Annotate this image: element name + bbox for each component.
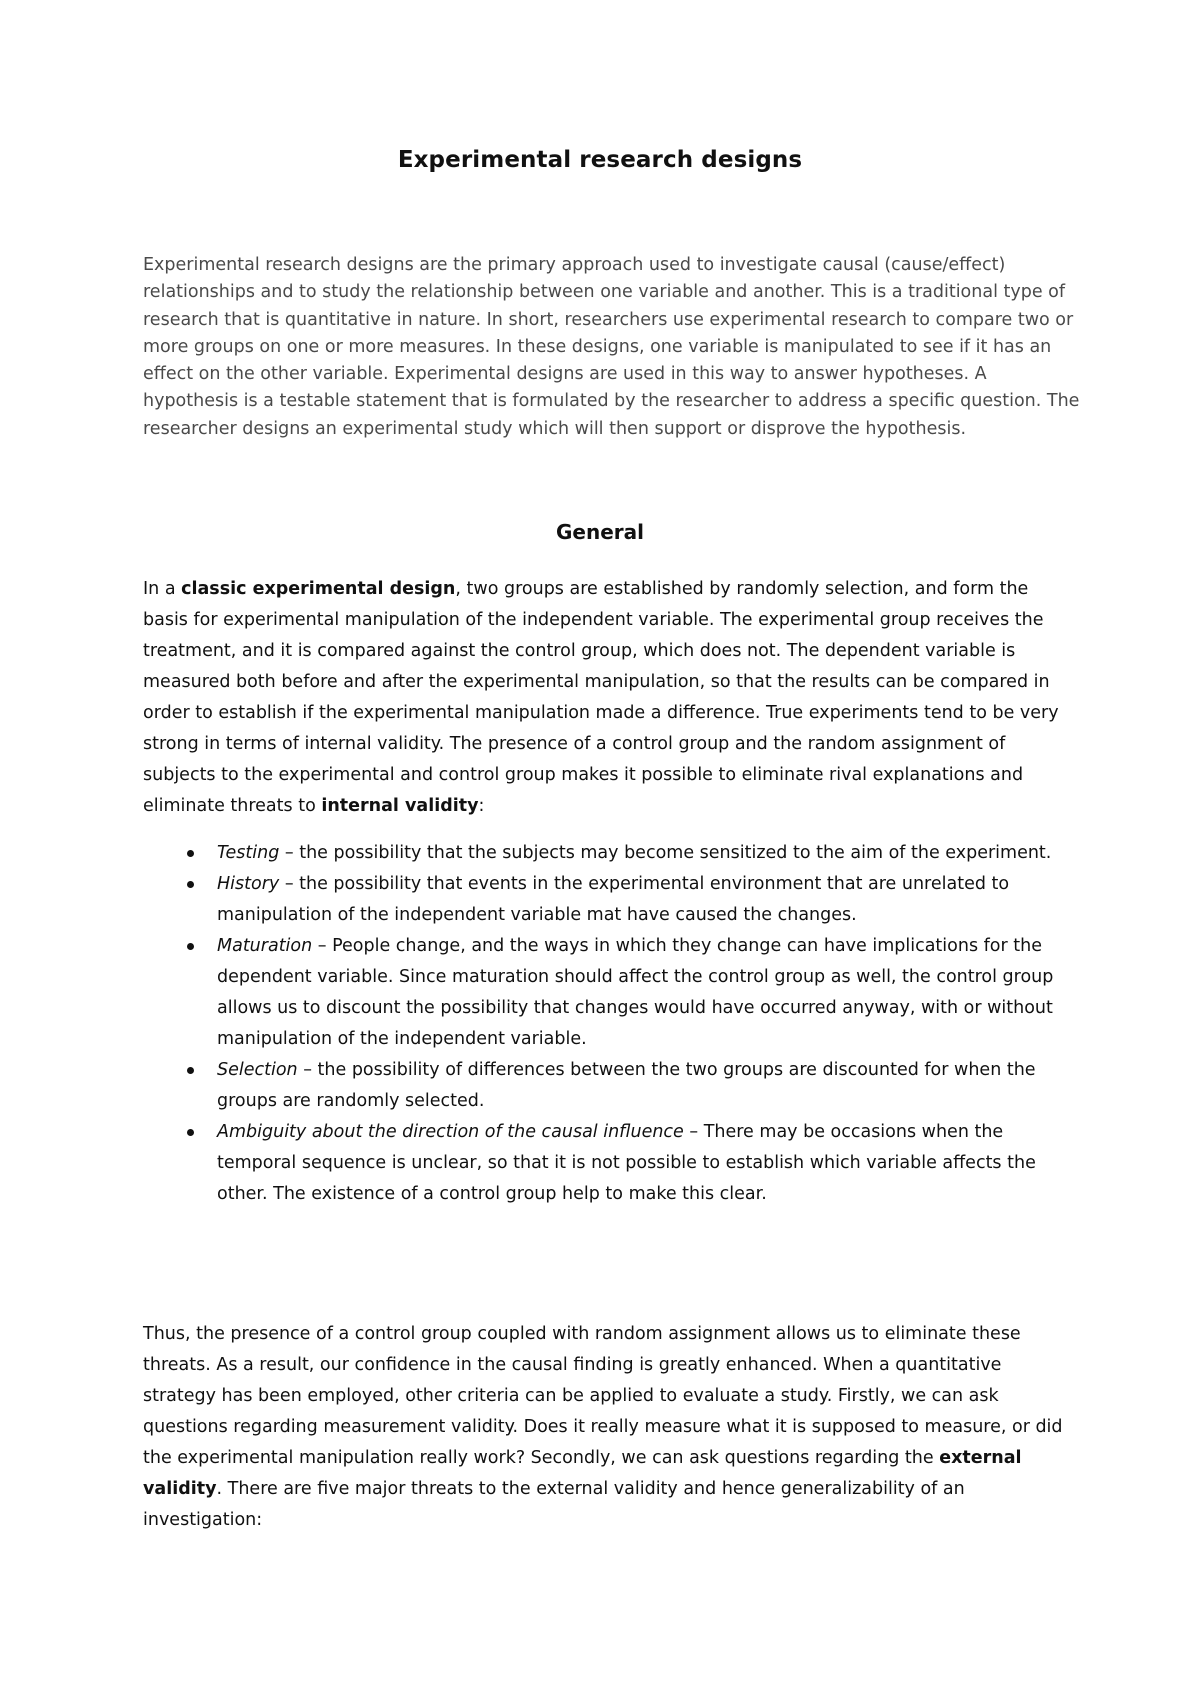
text-run: . There are five major threats to the external validity and hence generalizability of an investigation: (143, 1479, 965, 1530)
threat-description: – the possibility that events in the experimental environment that are unrelated to manipulation of the independent variable mat have caused the changes. (217, 874, 1010, 925)
text-run: Thus, the presence of a control group coupled with random assignment allows us to eliminate these threats. As a result, our confidence in the causal finding is greatly enhanced. When a quantitative strategy has been employed, other criteria can be applied to evaluate a study. Firstly, we can ask questions regarding measurement validity. Does it really measure what it is supposed to measure, or did the experimental manipulation really work? Secondly, we can ask questions regarding the (143, 1324, 1063, 1468)
section-heading-general: General (556, 520, 644, 544)
threat-description: – People change, and the ways in which they change can have implications for the dependent variable. Since maturation should affect the control group as well, the control group allows us to discount the possibility that changes would have occurred anyway, with or without manipulation of the independent variable. (217, 936, 1054, 1049)
bold-term-external-validity: external validity (143, 1448, 1022, 1499)
text-run: : (478, 796, 485, 816)
list-item-maturation (143, 931, 1078, 1055)
text-run: In a (143, 579, 182, 599)
bullet-icon (187, 881, 194, 888)
bold-term-classic-experimental-design: classic experimental design (181, 579, 456, 599)
classic-design-paragraph (143, 574, 1078, 822)
list-item-history (143, 869, 1078, 931)
list-item-selection (143, 1055, 1078, 1117)
document-title: Experimental research designs (397, 147, 803, 173)
list-item-ambiguity (143, 1117, 1078, 1210)
bullet-icon (187, 943, 194, 950)
threat-description: – the possibility of differences between the two groups are discounted for when the groups are randomly selected. (217, 1060, 1036, 1111)
threat-term: History (217, 874, 280, 894)
bullet-icon (187, 1067, 194, 1074)
intro-paragraph: Experimental research designs are the primary approach used to investigate causal (cause/effect) relationships and to study the relationship between one variable and another. This is a traditional type of research that is quantitative in nature. In short, researchers use experimental research to compare two or more groups on one or more measures. In these designs, one variable is manipulated to see if it has an effect on the other variable. Experimental designs are used in this way to answer hypotheses. A hypothesis is a testable statement that is formulated by the researcher to address a specific question. The researcher designs an experimental study which will then support or disprove the hypothesis. (143, 255, 1080, 439)
list-item-testing (143, 838, 1078, 869)
threat-term: Ambiguity about the direction of the causal influence (217, 1122, 684, 1142)
threat-term: Maturation (217, 936, 313, 956)
bold-term-internal-validity: internal validity (321, 796, 479, 816)
closing-paragraph (143, 1319, 1078, 1536)
bullet-icon (187, 850, 194, 857)
text-run: , two groups are established by randomly selection, and form the basis for experimental manipulation of the independent variable. The experimental group receives the treatment, and it is compared against the control group, which does not. The dependent variable is measured both before and after the experimental manipulation, so that the results can be compared in order to establish if the experimental manipulation made a difference. True experiments tend to be very strong in terms of internal validity. The presence of a control group and the random assignment of subjects to the experimental and control group makes it possible to eliminate rival explanations and eliminate threats to (143, 579, 1059, 816)
threat-term: Testing (217, 843, 280, 863)
threat-description: – There may be occasions when the temporal sequence is unclear, so that it is not possible to establish which variable affects the other. The existence of a control group help to make this clear. (217, 1122, 1036, 1204)
threats-list (143, 838, 1078, 1210)
threat-description: – the possibility that the subjects may become sensitized to the aim of the experiment. (279, 843, 1052, 863)
bullet-icon (187, 1129, 194, 1136)
threat-term: Selection (217, 1060, 298, 1080)
